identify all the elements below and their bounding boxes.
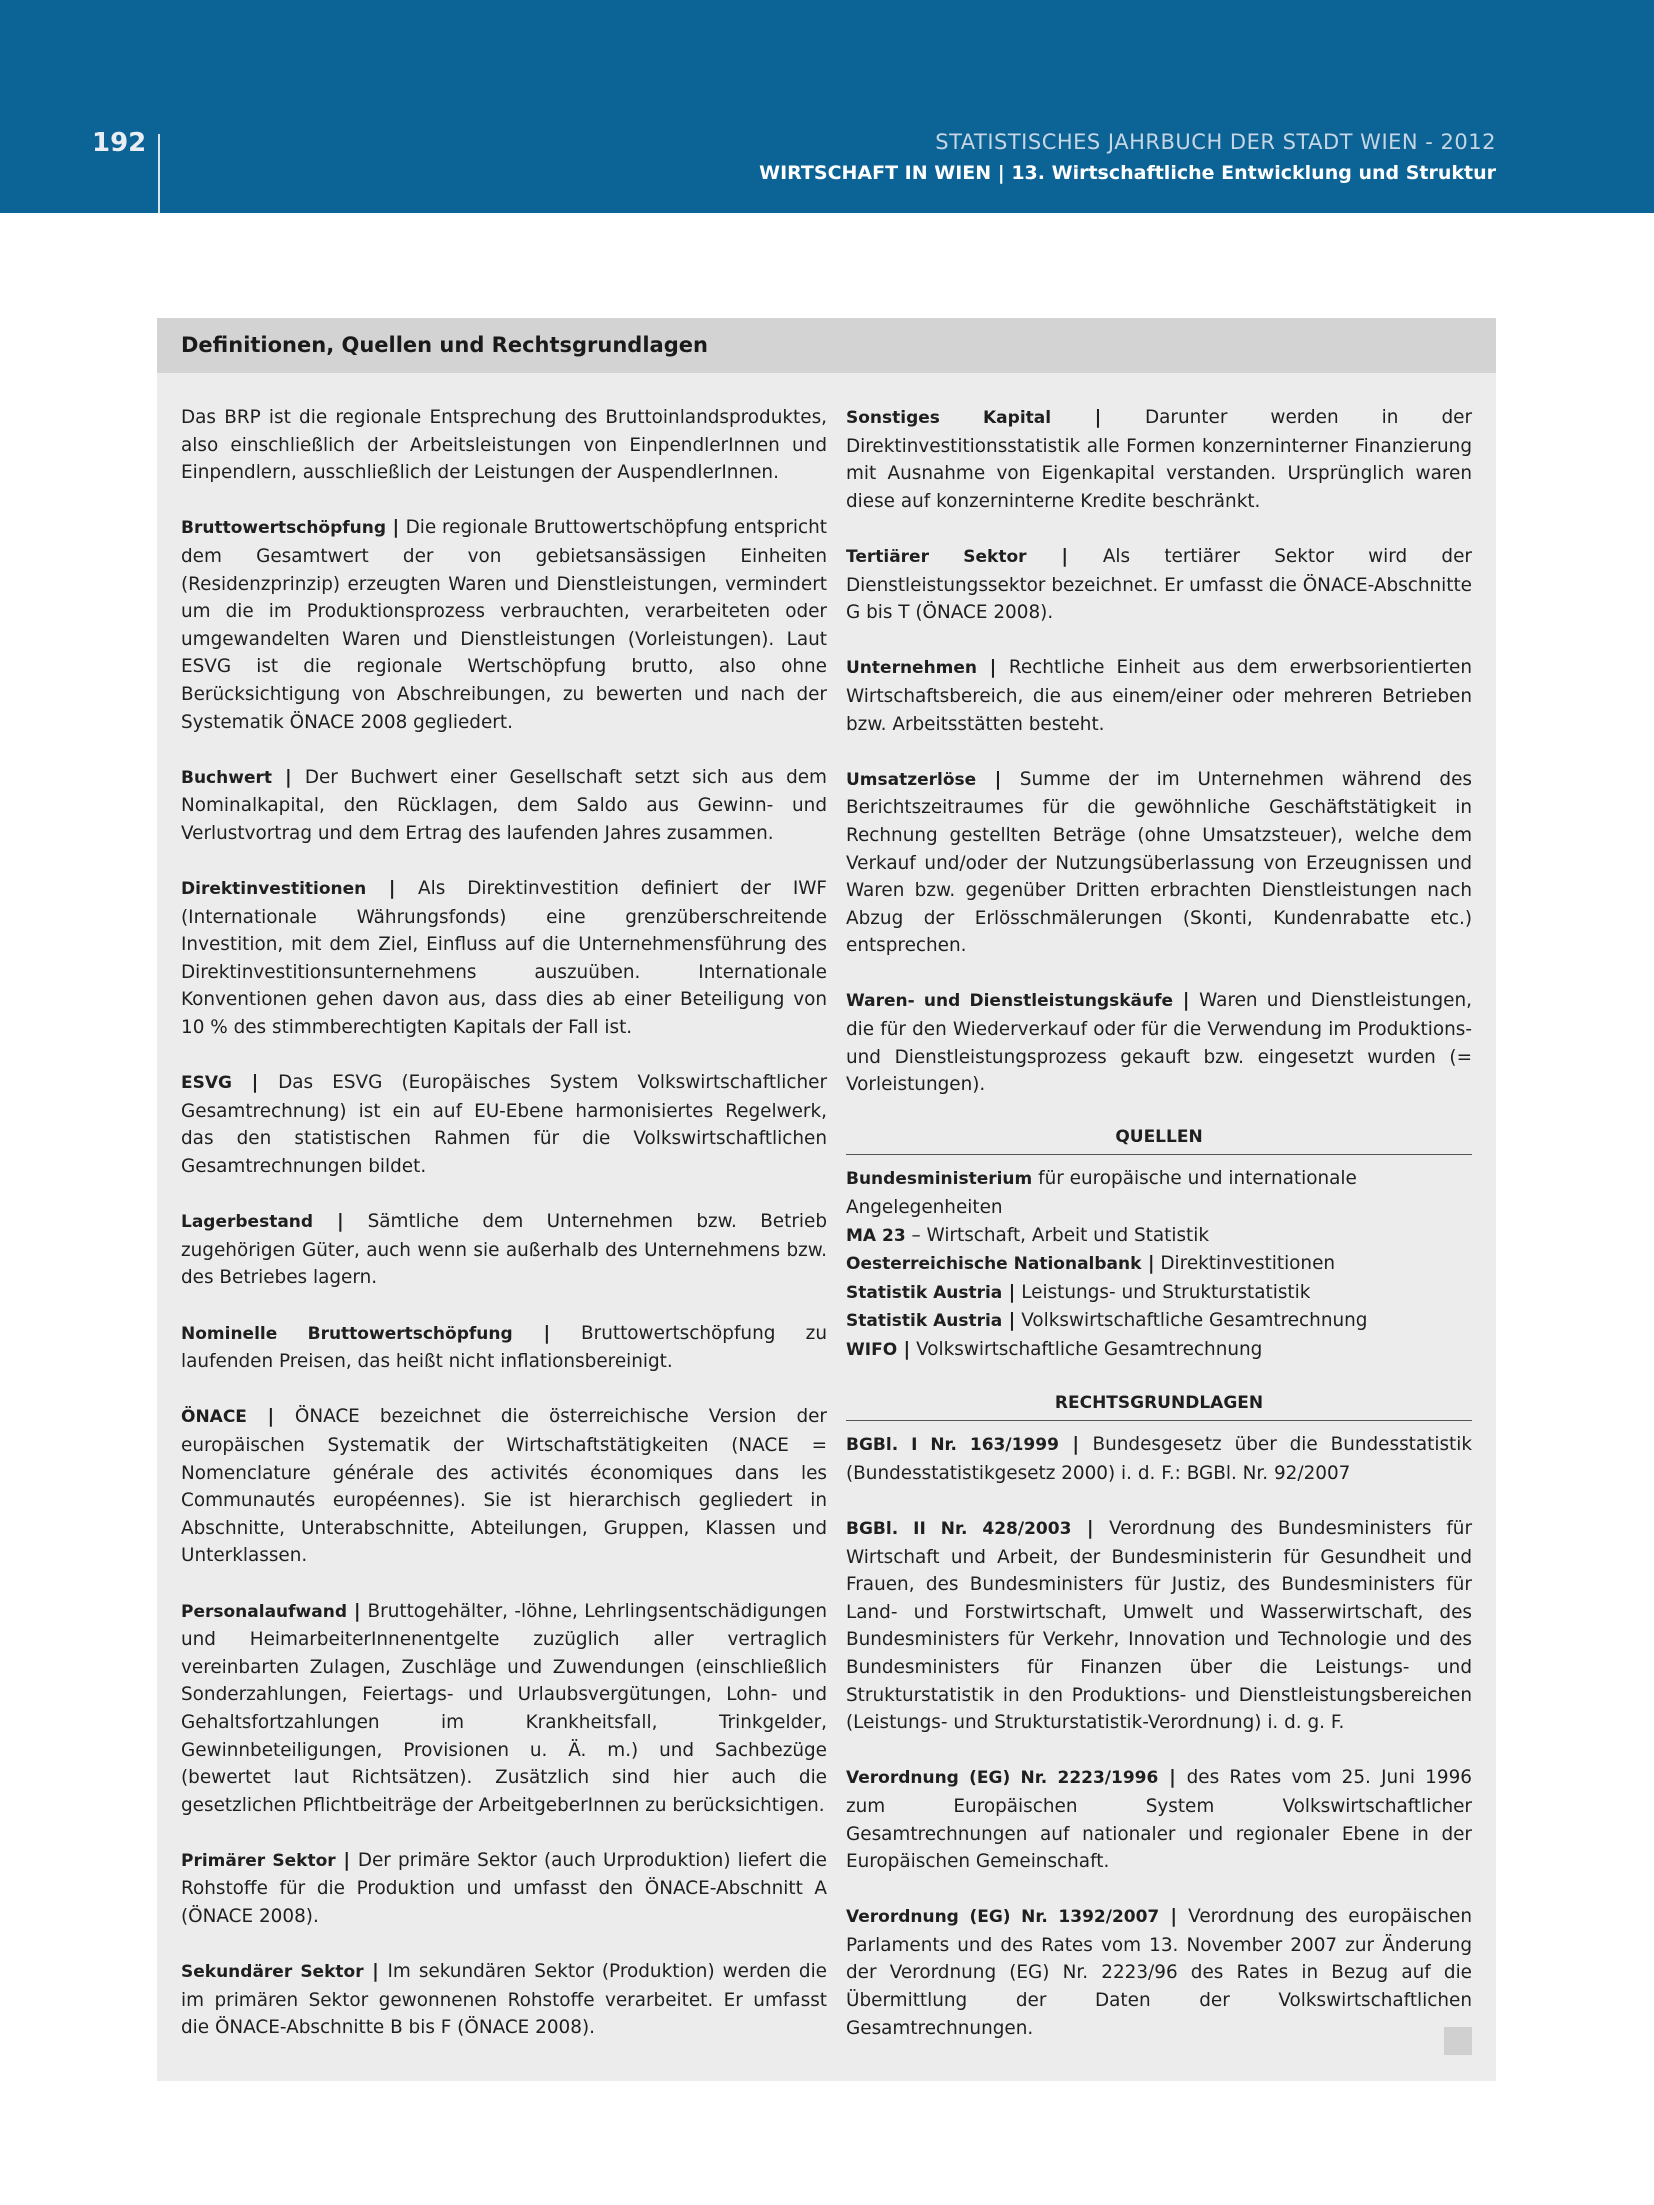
source-name: Oesterreichische Nationalbank [846,1254,1142,1275]
source-description: Direktinvestitionen [1154,1253,1336,1275]
term-separator: | [512,1322,582,1344]
legal-entry [846,1431,1472,1487]
term-description: Der primäre Sektor (auch Urproduktion) liefert die Rohstoffe für die Produktion und umfasst den ÖNACE-Abschnitt A (ÖNACE 2008). [181,1849,827,1928]
term-label: Lagerbestand [181,1212,314,1233]
definition-entry [181,1069,827,1180]
term-description: Die regionale Bruttowertschöpfung entspricht dem Gesamtwert der von gebietsansässigen Einheiten (Residenzprinzip) erzeugten Waren und Dienstleistungen, vermindert um die im Produktionsprozess verbrauchten, verarbeiteten oder umgewandelten Waren und Dienstleistungen (Vorleistungen). Laut ESVG ist die regionale Wertschöpfung brutto, also ohne Berücksichtigung von Abschreibungen, zu bewerten und nach der Systematik ÖNACE 2008 gegliedert. [181,517,828,733]
header-banner [0,0,1654,213]
corner-marker [1444,2027,1472,2055]
definition-entry [846,543,1472,627]
term-separator: | [231,1072,279,1094]
term-description: Im sekundären Sektor (Produktion) werden die im primären Sektor gewonnenen Rohstoffe verarbeitet. Er umfasst die ÖNACE-Abschnitte B bis F (ÖNACE 2008). [181,1961,827,2039]
term-separator: | [366,878,419,900]
legal-entry [846,1903,1472,2042]
definition-entry [181,1320,827,1376]
legal-heading: RECHTSGRUNDLAGEN [846,1392,1472,1421]
left-column [181,404,827,2070]
source-item [846,1336,1472,1365]
definition-entry [181,1958,827,2042]
term-description: Verordnung des europäischen Parlaments und des Rates vom 13. November 2007 zur Änderung der Verordnung (EG) Nr. 2223/96 des Rates in Bezug auf die Übermittlung der Daten der Volkswirtschaftlichen Gesamtrechnungen. [846,1906,1472,2039]
source-name: MA 23 [846,1225,906,1246]
term-label: Sonstiges Kapital [846,408,1052,428]
term-description: ÖNACE bezeichnet die österreichische Version der europäischen Systematik der Wirtschaftstätigkeiten (NACE = Nomenclature générale des activités économiques dans les Communautés européennes). Sie ist hierarchisch gegliedert in Abschnitte, Unterabschnitte, Abteilungen, Gruppen, Klassen und Unterklassen. [181,1406,827,1567]
term-description: des Rates vom 25. Juni 1996 zum Europäischen System Volkswirtschaftlicher Gesamtrechnungen auf nationaler und regionaler Ebene in der Europäischen Gemeinschaft. [846,1767,1472,1873]
definition-entry [181,764,827,848]
source-separator: | [1002,1310,1016,1332]
section-title: WIRTSCHAFT IN WIEN | 13. Wirtschaftliche Entwicklung und Struktur [759,162,1496,184]
definition-entry [181,1847,827,1931]
box-title: Definitionen, Quellen und Rechtsgrundlagen [181,333,708,357]
term-separator: | [363,1961,388,1983]
term-label: BGBl. II Nr. 428/2003 [846,1518,1072,1539]
definition-entry [846,987,1472,1098]
page-number: 192 [92,128,147,158]
term-label: Direktinvestitionen [181,879,367,900]
term-description: Waren und Dienstleistungen, die für den Wiederverkauf oder für die Verwendung im Produktions- und Dienstleistungsprozess gekauft bzw. eingesetzt wurden (= Vorleistungen). [846,990,1473,1096]
source-description: für europäische und internationale Angelegenheiten [846,1168,1357,1219]
term-label: Personalaufwand [181,1601,347,1622]
definitions-box [157,318,1496,2081]
term-label: Nominelle Bruttowertschöpfung [181,1323,513,1344]
definition-entry [181,1208,827,1292]
term-description: Summe der im Unternehmen während des Berichtszeitraumes für die gewöhnliche Geschäftstätigkeit in Rechnung gestellten Beträge (ohne Umsatzsteuer), welche dem Verkauf und/oder der Nutzungsüberlassung von Erzeugnissen und Waren bzw. gegenüber Dritten erbrachten Dienstleistungen nach Abzug der Erlösschmälerungen (Skonti, Kundenrabatte etc.) entsprechen. [846,768,1472,957]
term-separator: | [1058,1434,1093,1456]
term-label: Tertiärer Sektor [846,546,1027,567]
term-label: Primärer Sektor [181,1850,336,1871]
source-description: Volkswirtschaftliche Gesamtrechnung [910,1339,1263,1360]
source-name: WIFO [846,1340,898,1360]
definition-entry [181,514,827,736]
definition-entry [846,766,1472,960]
term-separator: | [386,517,406,539]
term-separator: | [1159,1906,1189,1928]
term-label: BGBl. I Nr. 163/1999 [846,1435,1059,1456]
term-description: Darunter werden in der Direktinvestitionsstatistik alle Formen konzerninterner Finanzierung mit Ausnahme von Eigenkapital verstanden. Ursprünglich waren diese auf konzerninterne Kredite beschränkt. [846,407,1473,512]
source-separator: | [1002,1281,1016,1303]
term-separator: | [246,1406,295,1428]
term-description: Das ESVG (Europäisches System Volkswirtschaftlicher Gesamtrechnung) ist ein auf EU-Ebene harmonisiertes Regelwerk, das den statistischen Rahmen für die Volkswirtschaftlichen Gesamtrechnungen bildet. [181,1072,827,1178]
source-item [846,1222,1472,1251]
term-label: Unternehmen [846,658,978,679]
term-label: ÖNACE [181,1407,247,1428]
term-description: Als Direktinvestition definiert der IWF (Internationale Währungsfonds) eine grenzüberschreitende Investition, mit dem Ziel, Einfluss auf die Unternehmensführung des Direktinvestitionsunternehmens auszuüben. Internationale Konventionen gehen davon aus, dass dies ab einer Beteiligung von 10 % des stimmberechtigten Kapitals der Fall ist. [181,878,827,1039]
term-description: Bruttowertschöpfung zu laufenden Preisen, das heißt nicht inflationsbereinigt. [181,1322,827,1373]
definition-entry [181,1598,827,1820]
source-description: Leistungs- und Strukturstatistik [1015,1281,1311,1303]
definition-entry [181,875,827,1042]
right-definitions [846,404,1472,1099]
box-title-bar [157,318,1496,373]
term-label: Bruttowertschöpfung [181,518,387,539]
source-name: Statistik Austria [846,1311,1003,1332]
source-description: – Wirtschaft, Arbeit und Statistik [905,1224,1210,1246]
sources-heading: QUELLEN [846,1126,1472,1155]
right-column [846,404,1472,2070]
term-label: Verordnung (EG) Nr. 2223/1996 [846,1768,1159,1789]
term-label: ESVG [181,1073,232,1094]
term-separator: | [1071,1517,1110,1539]
source-name: Bundesministerium [846,1169,1033,1190]
source-item [846,1307,1472,1336]
source-description: Volkswirtschaftliche Gesamtrechnung [1015,1310,1368,1332]
definition-entry [181,1403,827,1570]
term-separator: | [1051,407,1145,428]
term-separator: | [335,1849,358,1871]
term-label: Buchwert [181,767,272,788]
term-separator: | [1173,990,1200,1012]
term-separator: | [1158,1767,1187,1789]
term-description: Rechtliche Einheit aus dem erwerbsorientierten Wirtschaftsbereich, die aus einem/einer oder mehreren Betrieben bzw. Arbeitsstätten besteht. [846,657,1472,735]
term-description: Sämtliche dem Unternehmen bzw. Betrieb zugehörigen Güter, auch wenn sie außerhalb des Unternehmens bzw. des Betriebes lagern. [181,1211,827,1289]
term-label: Verordnung (EG) Nr. 1392/2007 [846,1907,1160,1928]
term-description: Bruttogehälter, -löhne, Lehrlingsentschädigungen und HeimarbeiterInnenentgelte zuzüglich aller vertraglich vereinbarten Zulagen, Zuschläge und Zuwendungen (einschließlich Sonderzahlungen, Feiertags- und Urlaubsvergütungen, Lohn- und Gehaltsfortzahlungen im Krankheitsfall, Trinkgelder, Gewinnbeteiligungen, Provisionen u. Ä. m.) und Sachbezüge (bewertet laut Richtsätzen). Zusätzlich sind hier auch die gesetzlichen Pflichtbeiträge der ArbeitgeberInnen zu berücksichtigen. [181,1600,827,1816]
term-separator: | [313,1211,368,1233]
source-name: Statistik Austria [846,1282,1003,1303]
sources-list [846,1165,1472,1364]
term-separator: | [977,657,1009,679]
definition-entry [846,404,1472,515]
term-separator: | [976,768,1020,790]
term-separator: | [347,1600,368,1622]
definition-entry [846,654,1472,738]
source-item [846,1250,1472,1279]
source-item [846,1165,1472,1221]
term-separator: | [1026,545,1103,567]
source-separator: | [897,1339,911,1360]
legal-entry [846,1515,1472,1737]
yearbook-title: STATISTISCHES JAHRBUCH DER STADT WIEN - 2012 [935,130,1496,154]
term-separator: | [272,766,305,788]
intro-paragraph: Das BRP ist die regionale Entsprechung des Bruttoinlandsproduktes, also einschließlich der Arbeitsleistungen von EinpendlerInnen und Einpendlern, ausschließlich der Leistungen der AuspendlerInnen. [181,407,827,484]
legal-entry [846,1764,1472,1875]
source-item [846,1279,1472,1308]
source-separator: | [1141,1253,1155,1275]
term-label: Waren- und Dienstleistungskäufe [846,991,1174,1012]
term-label: Sekundärer Sektor [181,1962,364,1983]
left-definitions [181,514,827,2042]
term-label: Umsatzerlöse [846,769,977,790]
term-description: Als tertiärer Sektor wird der Dienstleistungssektor bezeichnet. Er umfasst die ÖNACE-Abschnitte G bis T (ÖNACE 2008). [846,545,1472,624]
legal-list [846,1431,1472,2042]
header-divider [158,134,160,213]
term-description: Verordnung des Bundesministers für Wirtschaft und Arbeit, der Bundesministerin für Gesundheit und Frauen, des Bundesministers für Justiz, des Bundesministers für Land- und Forstwirtschaft, Umwelt und Wasserwirtschaft, des Bundesministers für Verkehr, Innovation und Technologie und des Bundesministers für Finanzen über die Leistungs- und Strukturstatistik in den Produktions- und Dienstleistungsbereichen (Leistungs- und Strukturstatistik-Verordnung) i. d. g. F. [846,1517,1473,1734]
term-description: Der Buchwert einer Gesellschaft setzt sich aus dem Nominalkapital, den Rücklagen, dem Saldo aus Gewinn- und Verlustvortrag und dem Ertrag des laufenden Jahres zusammen. [181,766,827,844]
term-description: Bundesgesetz über die Bundesstatistik (Bundesstatistikgesetz 2000) i. d. F.: BGBl. Nr. 92/2007 [846,1434,1473,1484]
